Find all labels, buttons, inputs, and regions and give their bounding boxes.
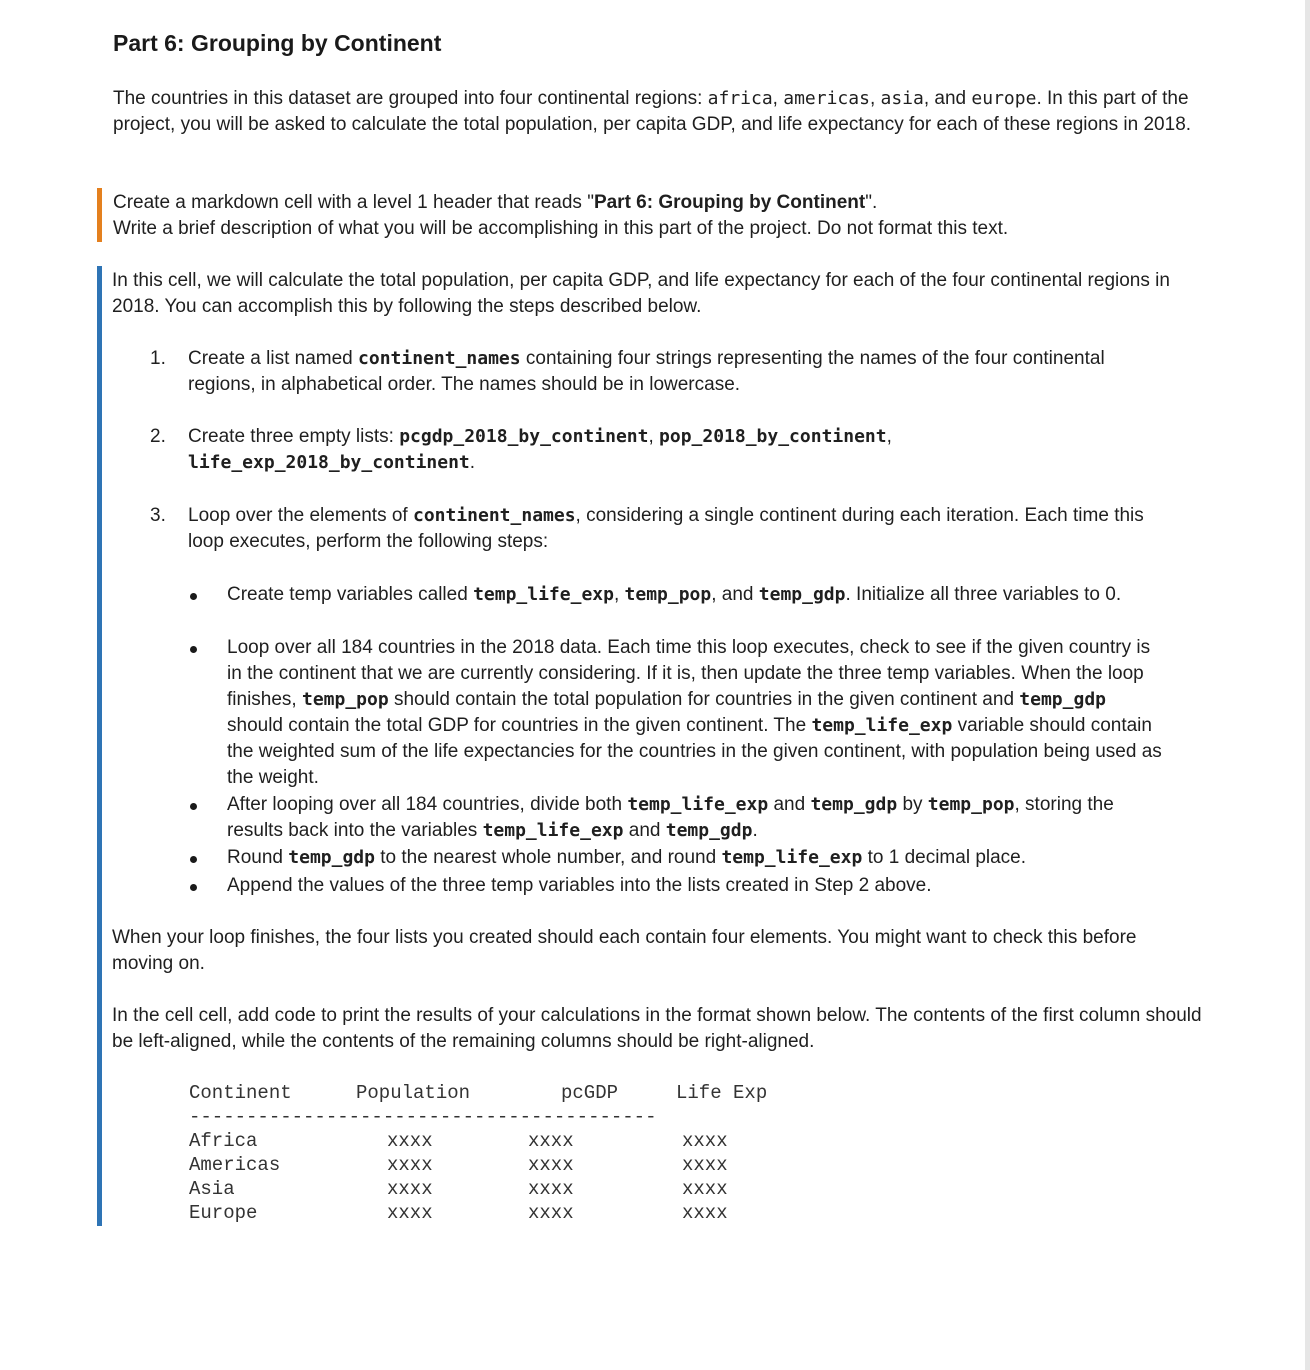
intro-paragraph: The countries in this dataset are grouped into four continental regions: africa, americas, asia, and europe. In this part of the project, you will be asked to calculate the total population, per capita GDP, and life expectancy for each of these regions in 2018. [113,88,1192,135]
bullet-text: Loop over all 184 countries in the 2018 data. Each time this loop executes, check to see if the given country is in the continent that we are currently considering. If it is, then update the three temp variables. When the loop finishes, temp_pop should contain the total population for countries in the given continent and temp_gdp should contain the total GDP for countries in the given continent. The temp_life_exp variable should contain the weighted sum of the life expectancies for the countries in the given continent, with population being used as the weight. [227,637,1162,788]
bullet-text: After looping over all 184 countries, divide both temp_life_exp and temp_gdp by temp_pop, storing the results back into the variables temp_life_exp and temp_gdp. [227,794,1114,841]
step-text: Create three empty lists: pcgdp_2018_by_continent, pop_2018_by_continent, life_exp_2018_by_continent. [188,426,892,473]
bullet-dot [190,856,197,863]
bullet-dot [190,884,197,891]
step-text: Loop over the elements of continent_names, considering a single continent during each iteration. Each time this loop executes, perform the following steps: [188,505,1144,552]
table-cell: xxxx [387,1130,433,1152]
table-cell: xxxx [528,1202,574,1224]
table-header-pcgdp: pcGDP [561,1082,619,1104]
table-cell: xxxx [682,1154,728,1176]
table-cell: xxxx [682,1202,728,1224]
markdown-instruction-line2: Write a brief description of what you will be accomplishing in this part of the project. Do not format this text. [113,218,1009,239]
table-header-population: Population [356,1082,471,1104]
bullet-dot [190,593,197,600]
table-cell: xxxx [528,1154,574,1176]
cell-intro-paragraph: In this cell, we will calculate the total population, per capita GDP, and life expectancy for each of the four continental regions in 2018. You can accomplish this by following the steps described below. [112,270,1170,317]
table-cell: xxxx [682,1178,728,1200]
bullet-dot [190,803,197,810]
table-row-label: Africa [189,1130,258,1152]
table-row-label: Europe [189,1202,258,1224]
table-cell: xxxx [682,1130,728,1152]
bullet-text: Create temp variables called temp_life_exp, temp_pop, and temp_gdp. Initialize all three variables to 0. [227,584,1122,605]
bullet-text: Append the values of the three temp variables into the lists created in Step 2 above. [227,875,932,896]
table-cell: xxxx [387,1178,433,1200]
table-cell: xxxx [528,1178,574,1200]
markdown-instruction-bar [97,188,102,242]
table-header-continent: Continent [189,1082,292,1104]
table-header-life-exp: Life Exp [676,1082,768,1104]
page-edge [1305,0,1310,1370]
bullet-dot [190,646,197,653]
bullet-text: Round temp_gdp to the nearest whole number, and round temp_life_exp to 1 decimal place. [227,847,1027,868]
step-number: 3. [150,505,166,526]
step-number: 1. [150,348,166,369]
page-title: Part 6: Grouping by Continent [113,30,442,56]
code-instruction-bar [97,266,102,1226]
table-cell: xxxx [387,1154,433,1176]
loop-finish-note: When your loop finishes, the four lists you created should each contain four elements. You might want to check this before moving on. [112,927,1137,974]
markdown-instruction-line1: Create a markdown cell with a level 1 header that reads "Part 6: Grouping by Continent". [113,192,878,213]
table-row-label: Asia [189,1178,235,1200]
table-cell: xxxx [387,1202,433,1224]
table-row-label: Americas [189,1154,281,1176]
table-separator: ----------------------------------------- [189,1106,657,1128]
step-text: Create a list named continent_names containing four strings representing the names of the four continental regions, in alphabetical order. The names should be in lowercase. [188,348,1105,395]
print-format-note: In the cell cell, add code to print the results of your calculations in the format shown below. The contents of the first column should be left-aligned, while the contents of the remaining columns should be right-aligned. [112,1005,1202,1052]
step-number: 2. [150,426,166,447]
table-cell: xxxx [528,1130,574,1152]
